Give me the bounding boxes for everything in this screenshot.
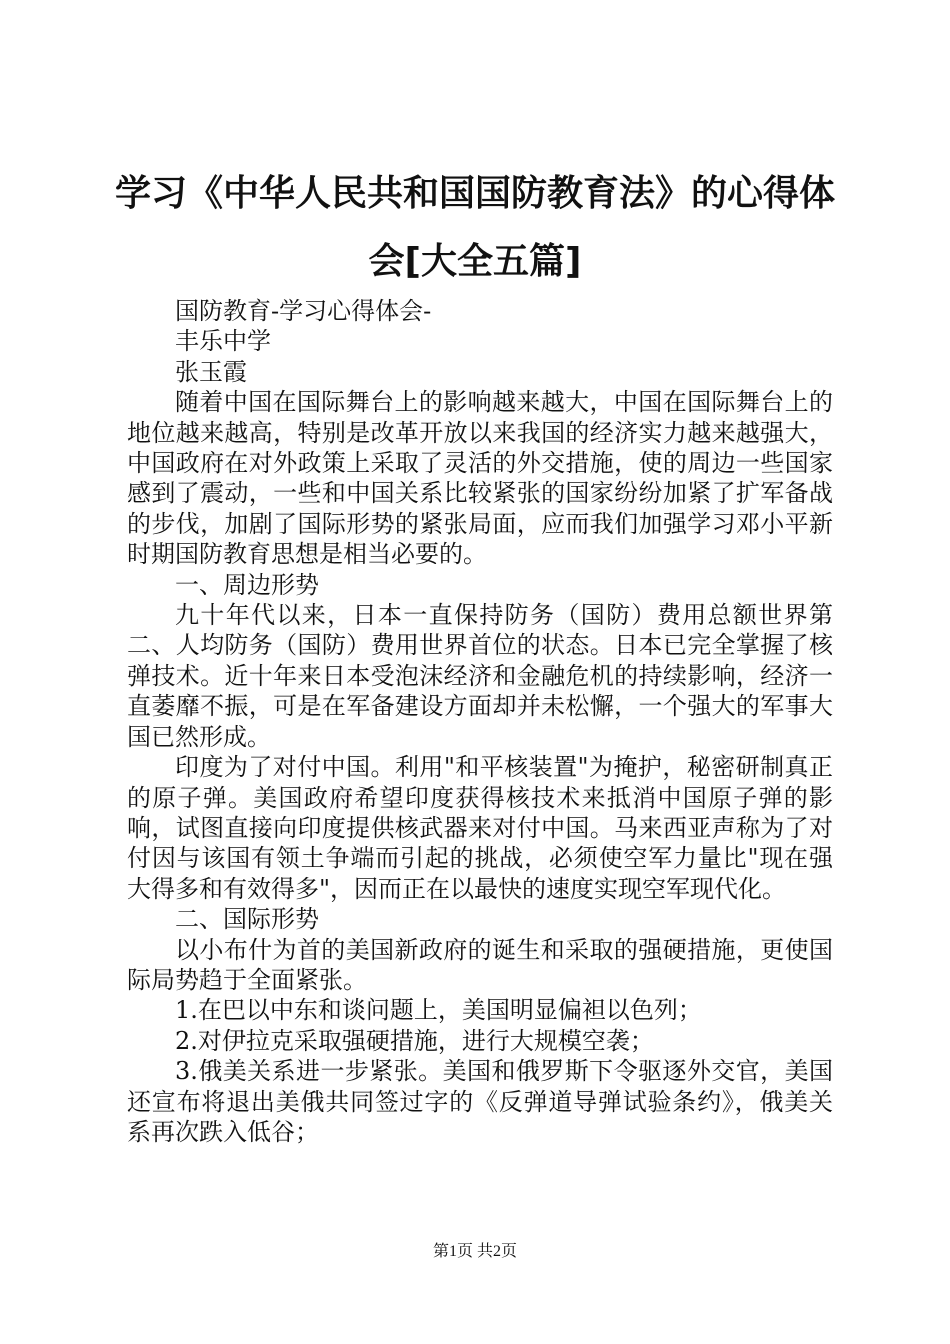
list-item-2: 2.对伊拉克采取强硬措施，进行大规模空袭； [175,1026,654,1055]
author-name: 张玉霞 [175,357,247,386]
list-item-1: 1.在巴以中东和谈问题上，美国明显偏袒以色列； [175,996,702,1025]
school-name: 丰乐中学 [175,327,271,356]
intro-paragraph: 随着中国在国际舞台上的影响越来越大，中国在国际舞台上的地位越来越高，特别是改革开放以来我国的经济实力越来越强大，中国政府在对外政策上采取了灵活的外交措施，使的周边一些国家感到了震动，一些和中国关系比较紧张的国家纷纷加紧了扩军备战的步伐，加剧了国际形势的紧张局面，应而我们加强学习邓小平新时期国防教育思想是相当必要的。 [127,388,833,569]
page-footer: 第1页 共2页 [432,1243,517,1260]
paragraph-us-policy: 以小布什为首的美国新政府的诞生和采取的强硬措施，更使国际局势趋于全面紧张。 [127,935,833,994]
section-heading-2: 二、国际形势 [175,905,319,934]
list-item-3: 3.俄美关系进一步紧张。美国和俄罗斯下令驱逐外交官，美国还宣布将退出美俄共同签过字的《反弹道导弹试验条约》，俄美关系再次跌入低谷； [127,1057,833,1146]
subtitle-line: 国防教育-学习心得体会- [175,297,432,325]
paragraph-japan: 九十年代以来，日本一直保持防务（国防）费用总额世界第二、人均防务（国防）费用世界首位的状态。日本已完全掌握了核弹技术。近十年来日本受泡沫经济和金融危机的持续影响，经济一直萎靡不振，可是在军备建设方面却并未松懈，一个强大的军事大国已然形成。 [127,601,833,751]
paragraph-india: 印度为了对付中国。利用"和平核装置"为掩护，秘密研制真正的原子弹。美国政府希望印度获得核技术来抵消中国原子弹的影响，试图直接向印度提供核武器来对付中国。马来西亚声称为了对付因与该国有领土争端而引起的挑战，必须使空军力量比"现在强大得多和有效得多"，因而正在以最快的速度实现空军现代化。 [127,753,833,903]
section-heading-1: 一、周边形势 [175,570,319,599]
document-title: 学习《中华人民共和国国防教育法》的心得体会[大全五篇] [114,173,835,282]
document-body [127,296,833,1147]
